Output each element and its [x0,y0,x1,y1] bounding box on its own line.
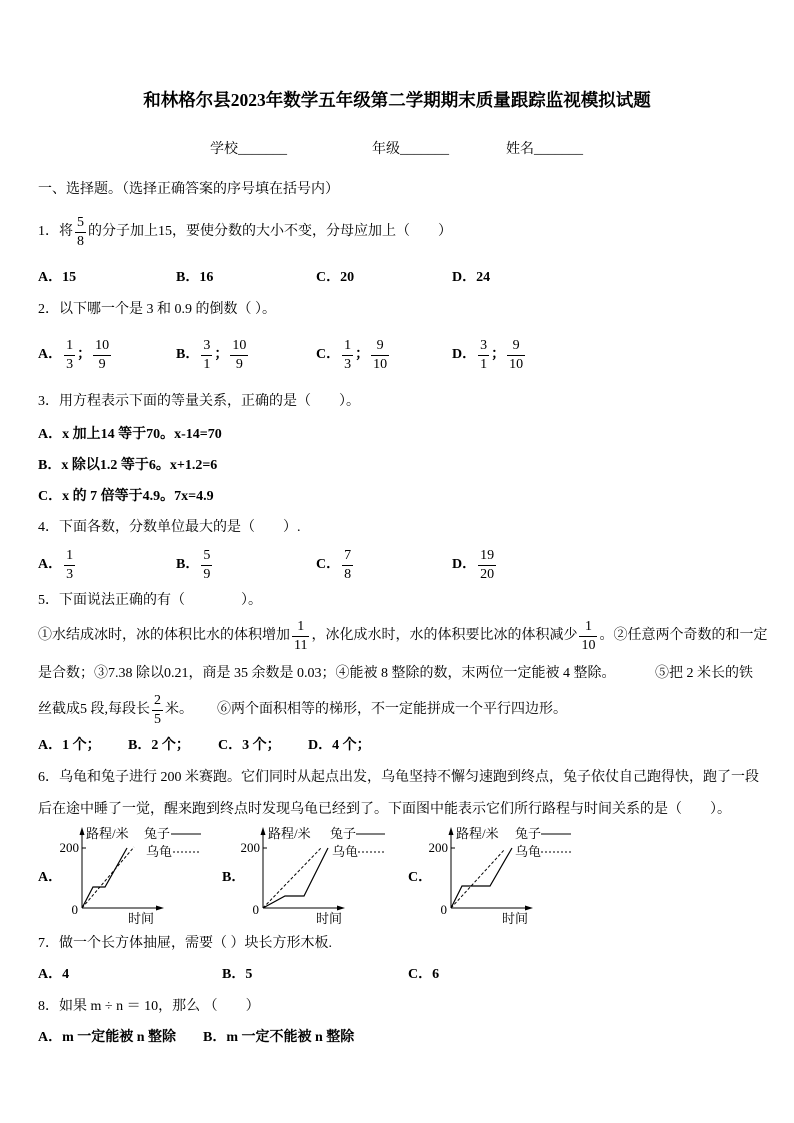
option-label: B． [176,557,200,572]
fraction [201,548,212,583]
y-axis-label: 路程/米 [268,826,311,841]
denominator: 9 [98,356,106,372]
x-axis-arrow [156,906,164,911]
separator: ； [214,347,229,362]
legend-rabbit-label: 兔子 [144,826,171,841]
legend-rabbit-label: 兔子 [330,826,357,841]
x-axis-label: 时间 [316,911,343,926]
numerator: 7 [342,548,353,566]
y-axis-arrow [80,827,85,835]
denominator: 10 [373,356,388,372]
numerator: 9 [507,338,525,356]
denominator: 1 [480,356,488,372]
statement-text: ①水结成冰时，冰的体积比水的体积增加 [38,628,290,643]
denominator: 9 [235,356,243,372]
fraction [371,338,389,373]
question-2: 2．以下哪一个是 3 和 0.9 的倒数（ ）。 [38,302,276,317]
fraction [230,338,248,373]
question-6-line-1: 6．乌龟和兔子进行 200 米赛跑。它们同时从起点出发，乌龟坚持不懈匀速跑到终点，兔子依仗自己跑得快，跑了一段 [38,770,759,785]
fraction [93,338,111,373]
q7-option-b: B．5 [222,967,253,982]
y-axis-label: 路程/米 [456,826,499,841]
y-axis-label: 路程/米 [86,826,129,841]
separator: ； [355,347,370,362]
q4-option-c [316,545,355,585]
q2-option-c [316,335,391,375]
numerator: 19 [478,548,496,566]
q6-option-c-label: C． [408,870,433,885]
fraction [342,548,353,583]
section-heading: 一、选择题。（选择正确答案的序号填在括号内） [38,182,339,197]
question-8: 8．如果 m ÷ n ＝ 10，那么 （ ） [38,999,260,1014]
q6-graph-b [239,822,389,926]
option-label: C． [316,557,341,572]
q8-option-b: B．m 一定不能被 n 整除 [203,1030,355,1045]
fraction [478,548,496,583]
q5-statement-6: ⑥两个面积相等的梯形，不一定能拼成一个平行四边形。 [217,702,567,717]
numerator: 1 [342,338,353,356]
fraction [579,619,597,654]
name-field: 姓名_______ [506,142,583,157]
turtle-line [451,849,505,908]
fraction [201,338,212,373]
q3-option-c: C．x 的 7 倍等于4.9。7x=4.9 [38,489,214,504]
fraction [342,338,353,373]
statement-text: ，冰化成水时，水的体积要比冰的体积减少 [311,628,578,643]
fraction [152,693,163,728]
q7-option-a: A．4 [38,967,70,982]
question-5: 5．下面说法正确的有（ ）。 [38,593,262,608]
turtle-line [82,847,134,908]
q6-graph-c [427,822,577,926]
numerator: 5 [75,215,86,233]
numerator: 1 [579,619,597,637]
option-label: C． [316,347,341,362]
turtle-line [263,848,321,908]
q1-text-after: 的分子加上15，要使分数的大小不变，分母应加上（ ） [88,224,452,239]
numerator: 9 [371,338,389,356]
denominator: 9 [203,566,211,582]
q5-statement-line-3 [38,690,193,730]
denominator: 20 [480,566,495,582]
q3-option-a: A．x 加上14 等于70。x-14=70 [38,427,222,442]
numerator: 3 [201,338,212,356]
statement-text: 米。 [165,702,193,717]
legend-rabbit-label: 兔子 [515,826,542,841]
origin-label: 0 [440,902,447,917]
x-axis-label: 时间 [128,911,155,926]
numerator: 10 [230,338,248,356]
q3-option-b: B．x 除以1.2 等于6。x+1.2=6 [38,458,218,473]
denominator: 11 [294,637,308,653]
q6-graph-a [58,822,208,926]
denominator: 3 [66,356,74,372]
x-axis-arrow [337,906,345,911]
school-field: 学校_______ [210,142,287,157]
separator: ； [77,347,92,362]
denominator: 3 [66,566,74,582]
fraction [507,338,525,373]
q5-statement-line-2: 是合数；③7.38 除以0.21，商是 35 余数是 0.03；④能被 8 整除的数，末两位一定能被 4 整除。 [38,666,616,681]
fraction [478,338,489,373]
question-6-line-2: 后在途中睡了一觉，醒来跑到终点时发现乌龟已经到了。下面图中能表示它们所行路程与时间关系的是（ ）。 [38,802,731,817]
numerator: 10 [93,338,111,356]
denominator: 3 [344,356,352,372]
numerator: 1 [292,619,309,637]
q7-option-c: C．6 [408,967,440,982]
numerator: 2 [152,693,163,711]
numerator: 3 [478,338,489,356]
q5-option-b: B．2 个； [128,738,190,753]
q1-option-c: C．20 [316,270,355,285]
y-tick-label: 200 [428,840,448,855]
denominator: 10 [509,356,524,372]
y-axis-arrow [449,827,454,835]
q1-option-b: B．16 [176,270,214,285]
q8-option-a: A．m 一定能被 n 整除 [38,1030,177,1045]
option-label: D． [452,347,477,362]
q5-statement-line-1 [38,616,767,656]
q5-option-d: D．4 个； [308,738,371,753]
statement-text: 丝截成5 段,每段长 [38,702,150,717]
origin-label: 0 [252,902,259,917]
y-tick-label: 200 [240,840,260,855]
rabbit-line [451,848,512,908]
q2-option-b [176,335,250,375]
x-axis-arrow [525,906,533,911]
legend-turtle-label: 乌龟 [332,844,359,859]
question-1 [38,212,452,252]
legend-turtle-label: 乌龟 [146,844,173,859]
q2-option-a [38,335,113,375]
question-3: 3．用方程表示下面的等量关系，正确的是（ ）。 [38,394,360,409]
q6-option-b-label: B． [222,870,246,885]
denominator: 8 [77,233,84,249]
q5-option-c: C．3 个； [218,738,281,753]
page-title: 和林格尔县2023年数学五年级第二学期期末质量跟踪监视模拟试题 [143,90,651,110]
separator: ； [491,347,506,362]
q1-option-d: D．24 [452,270,491,285]
numerator: 1 [64,548,75,566]
q4-option-d [452,545,498,585]
y-axis-arrow [261,827,266,835]
option-label: B． [176,347,200,362]
denominator: 8 [344,566,352,582]
q5-statement-5-start: ⑤把 2 米长的铁 [655,666,753,681]
grade-field: 年级_______ [372,142,449,157]
q4-option-b [176,545,214,585]
q4-option-a [38,545,77,585]
statement-text: 。②任意两个奇数的和一定 [599,628,768,643]
q5-option-a: A．1 个； [38,738,101,753]
y-tick-label: 200 [59,840,79,855]
denominator: 1 [203,356,211,372]
option-label: A． [38,347,63,362]
q2-option-d [452,335,527,375]
question-7: 7．做一个长方体抽屉，需要（ ）块长方形木板. [38,936,332,951]
question-4: 4．下面各数，分数单位最大的是（ ）. [38,520,301,535]
q1-fraction [75,215,86,250]
numerator: 5 [201,548,212,566]
x-axis-label: 时间 [502,911,529,926]
q1-text-before: 1．将 [38,224,73,239]
origin-label: 0 [71,902,78,917]
denominator: 10 [581,637,596,653]
option-label: A． [38,557,63,572]
fraction [64,548,75,583]
option-label: D． [452,557,477,572]
q6-option-a-label: A． [38,870,63,885]
q1-option-a: A．15 [38,270,77,285]
rabbit-line [82,848,127,908]
numerator: 1 [64,338,75,356]
rabbit-line [263,848,328,908]
legend-turtle-label: 乌龟 [515,844,542,859]
denominator: 5 [154,711,161,727]
fraction [292,619,309,654]
fraction [64,338,75,373]
